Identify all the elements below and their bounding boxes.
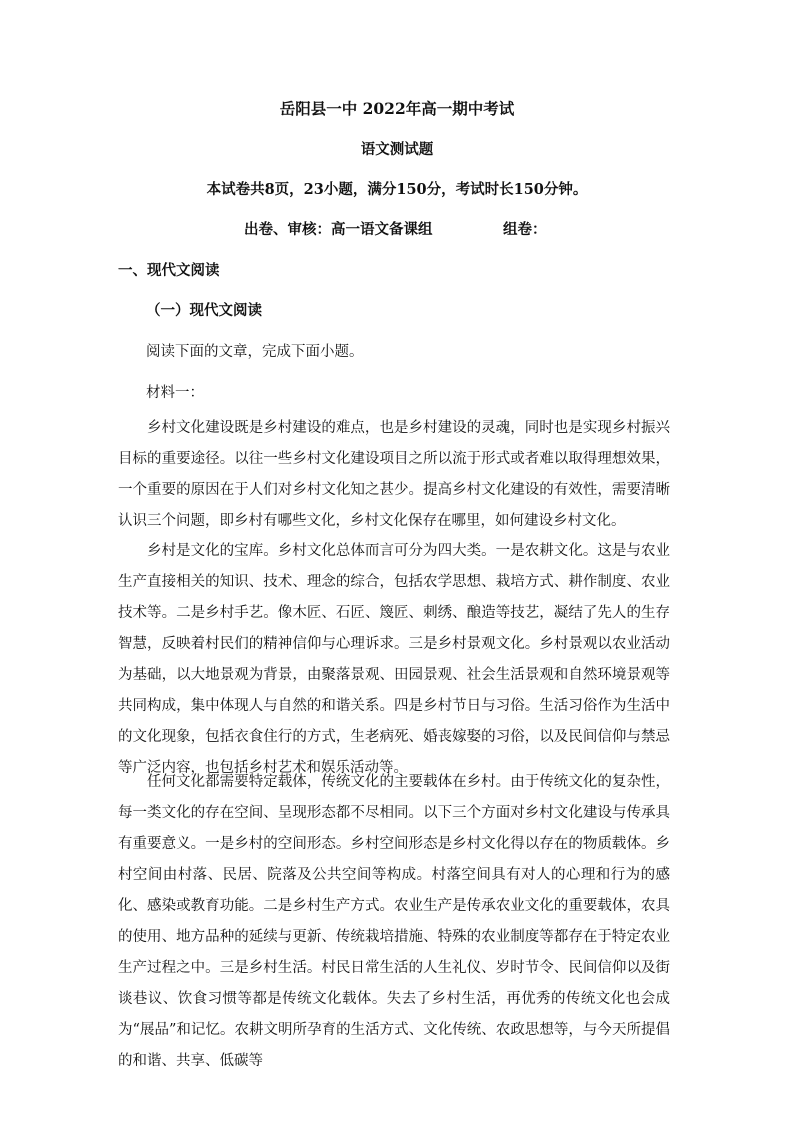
subsection-heading: （一）现代文阅读: [146, 302, 262, 319]
exam-subtitle: 语文测试题: [360, 141, 434, 158]
paragraph-1: 乡村文化建设既是乡村建设的难点，也是乡村建设的灵魂，同时也是实现乡村振兴目标的重要途径。以往一些乡村文化建设项目之所以流于形式或者难以取得理想效果，一个重要的原因在于人们对乡村文化知之甚少。提高乡村文化建设的有效性，需要清晰认识三个问题，即乡村有哪些文化，乡村文化保存在哪里，如何建设乡村文化。: [118, 420, 670, 529]
staff-compiler: 组卷：: [503, 221, 547, 238]
exam-title: 岳阳县一中 2022年高一期中考试: [279, 99, 515, 118]
material-label: 材料一：: [146, 385, 204, 401]
staff-reviewer: 出卷、审核：高一语文备课组: [244, 221, 433, 238]
exam-info: 本试卷共8页，23小题，满分150分，考试时长150分钟。: [206, 181, 588, 198]
paragraph-3: 任何文化都需要特定载体，传统文化的主要载体在乡村。由于传统文化的复杂性，每一类文化的存在空间、呈现形态都不尽相同。以下三个方面对乡村文化建设与传承具有重要意义。一是乡村的空间形态。乡村空间形态是乡村文化得以存在的物质载体。乡村空间由村落、民居、院落及公共空间等构成。村落空间具有对人的心理和行为的感化、感染或教育功能。二是乡村生产方式。农业生产是传承农业文化的重要载体，农具的使用、地方品种的延续与更新、传统栽培措施、特殊的农业制度等都存在于特定农业生产过程之中。三是乡村生活。村民日常生活的人生礼仪、岁时节令、民间信仰以及街谈巷议、饮食习惯等都是传统文化载体。失去了乡村生活，再优秀的传统文化也会成为“展品”和记忆。农耕文明所孕育的生活方式、文化传统、农政思想等，与今天所提倡的和谐、共享、低碳等: [118, 774, 670, 1069]
paragraph-2: 乡村是文化的宝库。乡村文化总体而言可分为四大类。一是农耕文化。这是与农业生产直接相关的知识、技术、理念的综合，包括农学思想、栽培方式、耕作制度、农业技术等。二是乡村手艺。像木匠、石匠、篾匠、刺绣、酿造等技艺，凝结了先人的生存智慧，反映着村民们的精神信仰与心理诉求。三是乡村景观文化。乡村景观以农业活动为基础，以大地景观为背景，由聚落景观、田园景观、社会生活景观和自然环境景观等共同构成，集中体现人与自然的和谐关系。四是乡村节日与习俗。生活习俗作为生活中的文化现象，包括衣食住行的方式，生老病死、婚丧嫁娶的习俗，以及民间信仰与禁忌等广泛内容，也包括乡村艺术和娱乐活动等。: [118, 543, 670, 776]
instruction-text: 阅读下面的文章，完成下面小题。: [146, 344, 364, 360]
section-heading: 一、现代文阅读: [118, 262, 220, 279]
